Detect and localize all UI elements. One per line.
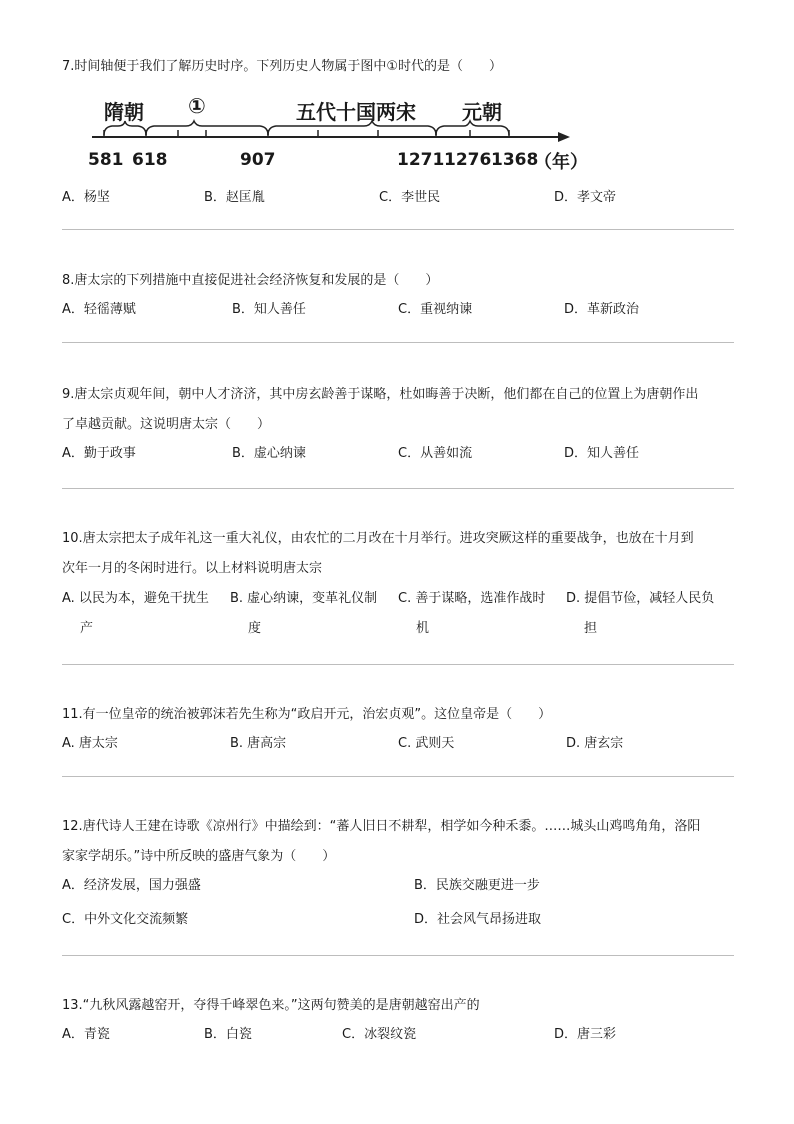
option-text-cont: 度 <box>248 621 262 636</box>
question-9 <box>62 380 734 468</box>
option-c[interactable]: C. 武则天 <box>398 736 455 751</box>
timeline-label-yuan: 元朝 <box>462 100 502 124</box>
timeline-label-sui: 隋朝 <box>104 100 144 124</box>
option-b[interactable]: B．知人善任 <box>232 302 306 317</box>
option-d[interactable]: D. 唐玄宗 <box>566 736 624 751</box>
question-10 <box>62 524 734 646</box>
option-b[interactable]: B．民族交融更进一步 <box>414 878 540 893</box>
question-stem: 8.唐太宗的下列措施中直接促进社会经济恢复和发展的是（ ） <box>62 273 439 288</box>
option-a[interactable]: A. 唐太宗 <box>62 736 118 751</box>
option-text: C. 善于谋略，选准作战时 <box>398 591 546 606</box>
option-c[interactable]: C．从善如流 <box>398 446 473 461</box>
option-b[interactable]: B．虚心纳谏 <box>232 446 306 461</box>
option-d[interactable] <box>566 584 724 644</box>
option-text-cont: 产 <box>80 621 94 636</box>
question-stem-line-2: 家家学胡乐。”诗中所反映的盛唐气象为（ ） <box>62 849 336 864</box>
question-stem-line-1: 12.唐代诗人王建在诗歌《凉州行》中描绘到：“蕃人旧日不耕犁，相学如今种禾黍。……城头山鸡鸣角角，洛阳 <box>62 819 701 834</box>
question-8 <box>62 266 734 324</box>
option-d[interactable]: D．知人善任 <box>564 446 640 461</box>
option-a[interactable]: A．勤于政事 <box>62 446 136 461</box>
option-text: A. 以民为本，避免干扰生 <box>62 591 209 606</box>
timeline-year-618: 618 <box>132 150 168 170</box>
option-a[interactable]: A．经济发展，国力强盛 <box>62 878 201 893</box>
option-c[interactable]: C．李世民 <box>379 190 441 205</box>
option-b[interactable]: B．白瓷 <box>204 1027 252 1042</box>
option-d[interactable]: D．唐三彩 <box>554 1027 617 1042</box>
option-d[interactable]: D．孝文帝 <box>554 190 617 205</box>
option-c[interactable]: C．冰裂纹瓷 <box>342 1027 417 1042</box>
divider <box>62 955 734 956</box>
divider <box>62 229 734 230</box>
question-stem-line-2: 次年一月的冬闲时进行。以上材料说明唐太宗 <box>62 561 323 576</box>
divider <box>62 342 734 343</box>
timeline-label-blank: ① <box>188 94 206 118</box>
question-7-options <box>62 184 734 212</box>
question-stem-line-2: 了卓越贡献。这说明唐太宗（ ） <box>62 417 271 432</box>
timeline-year-581: 581 <box>88 150 124 170</box>
option-a[interactable] <box>62 584 220 644</box>
option-text-cont: 机 <box>416 621 430 636</box>
option-a[interactable]: A．青瓷 <box>62 1027 110 1042</box>
option-c[interactable]: C．中外文化交流频繁 <box>62 912 189 927</box>
timeline-year-1276: 1276 <box>444 150 492 170</box>
question-stem: 13.“九秋风露越窑开，夺得千峰翠色来。”这两句赞美的是唐朝越窑出产的 <box>62 998 480 1013</box>
question-11 <box>62 700 734 758</box>
timeline-year-1368: 1368 <box>491 150 539 170</box>
question-12 <box>62 812 734 934</box>
question-7 <box>62 52 734 82</box>
timeline-year-907: 907 <box>240 150 276 170</box>
timeline-unit: （年） <box>534 152 588 173</box>
divider <box>62 488 734 489</box>
question-stem: 11.有一位皇帝的统治被郭沫若先生称为“政启开元，治宏贞观”。这位皇帝是（ ） <box>62 707 552 722</box>
option-text: B. 虚心纳谏，变革礼仪制 <box>230 591 378 606</box>
option-b[interactable]: B. 唐高宗 <box>230 736 287 751</box>
option-d[interactable]: D．社会风气昂扬进取 <box>414 912 542 927</box>
option-c[interactable]: C．重视纳谏 <box>398 302 473 317</box>
question-stem-line-1: 9.唐太宗贞观年间，朝中人才济济，其中房玄龄善于谋略，杜如晦善于决断，他们都在自己的位置上为唐朝作出 <box>62 387 699 402</box>
timeline-label-song: 五代十国两宋 <box>296 100 416 124</box>
divider <box>62 776 734 777</box>
option-text-cont: 担 <box>584 621 598 636</box>
divider <box>62 664 734 665</box>
question-stem-line-1: 10.唐太宗把太子成年礼这一重大礼仪，由农忙的二月改在十月举行。进攻突厥这样的重要战争，也放在十月到 <box>62 531 694 546</box>
option-text: D. 提倡节俭，减轻人民负 <box>566 591 715 606</box>
option-c[interactable] <box>398 584 556 644</box>
option-a[interactable]: A．杨坚 <box>62 190 110 205</box>
timeline-year-1271: 1271 <box>397 150 445 170</box>
question-stem: 7.时间轴便于我们了解历史时序。下列历史人物属于图中①时代的是（ ） <box>62 59 503 74</box>
option-b[interactable] <box>230 584 388 644</box>
option-b[interactable]: B．赵匡胤 <box>204 190 265 205</box>
option-d[interactable]: D．革新政治 <box>564 302 640 317</box>
timeline-figure <box>88 90 588 176</box>
option-a[interactable]: A．轻徭薄赋 <box>62 302 136 317</box>
question-13 <box>62 991 734 1049</box>
